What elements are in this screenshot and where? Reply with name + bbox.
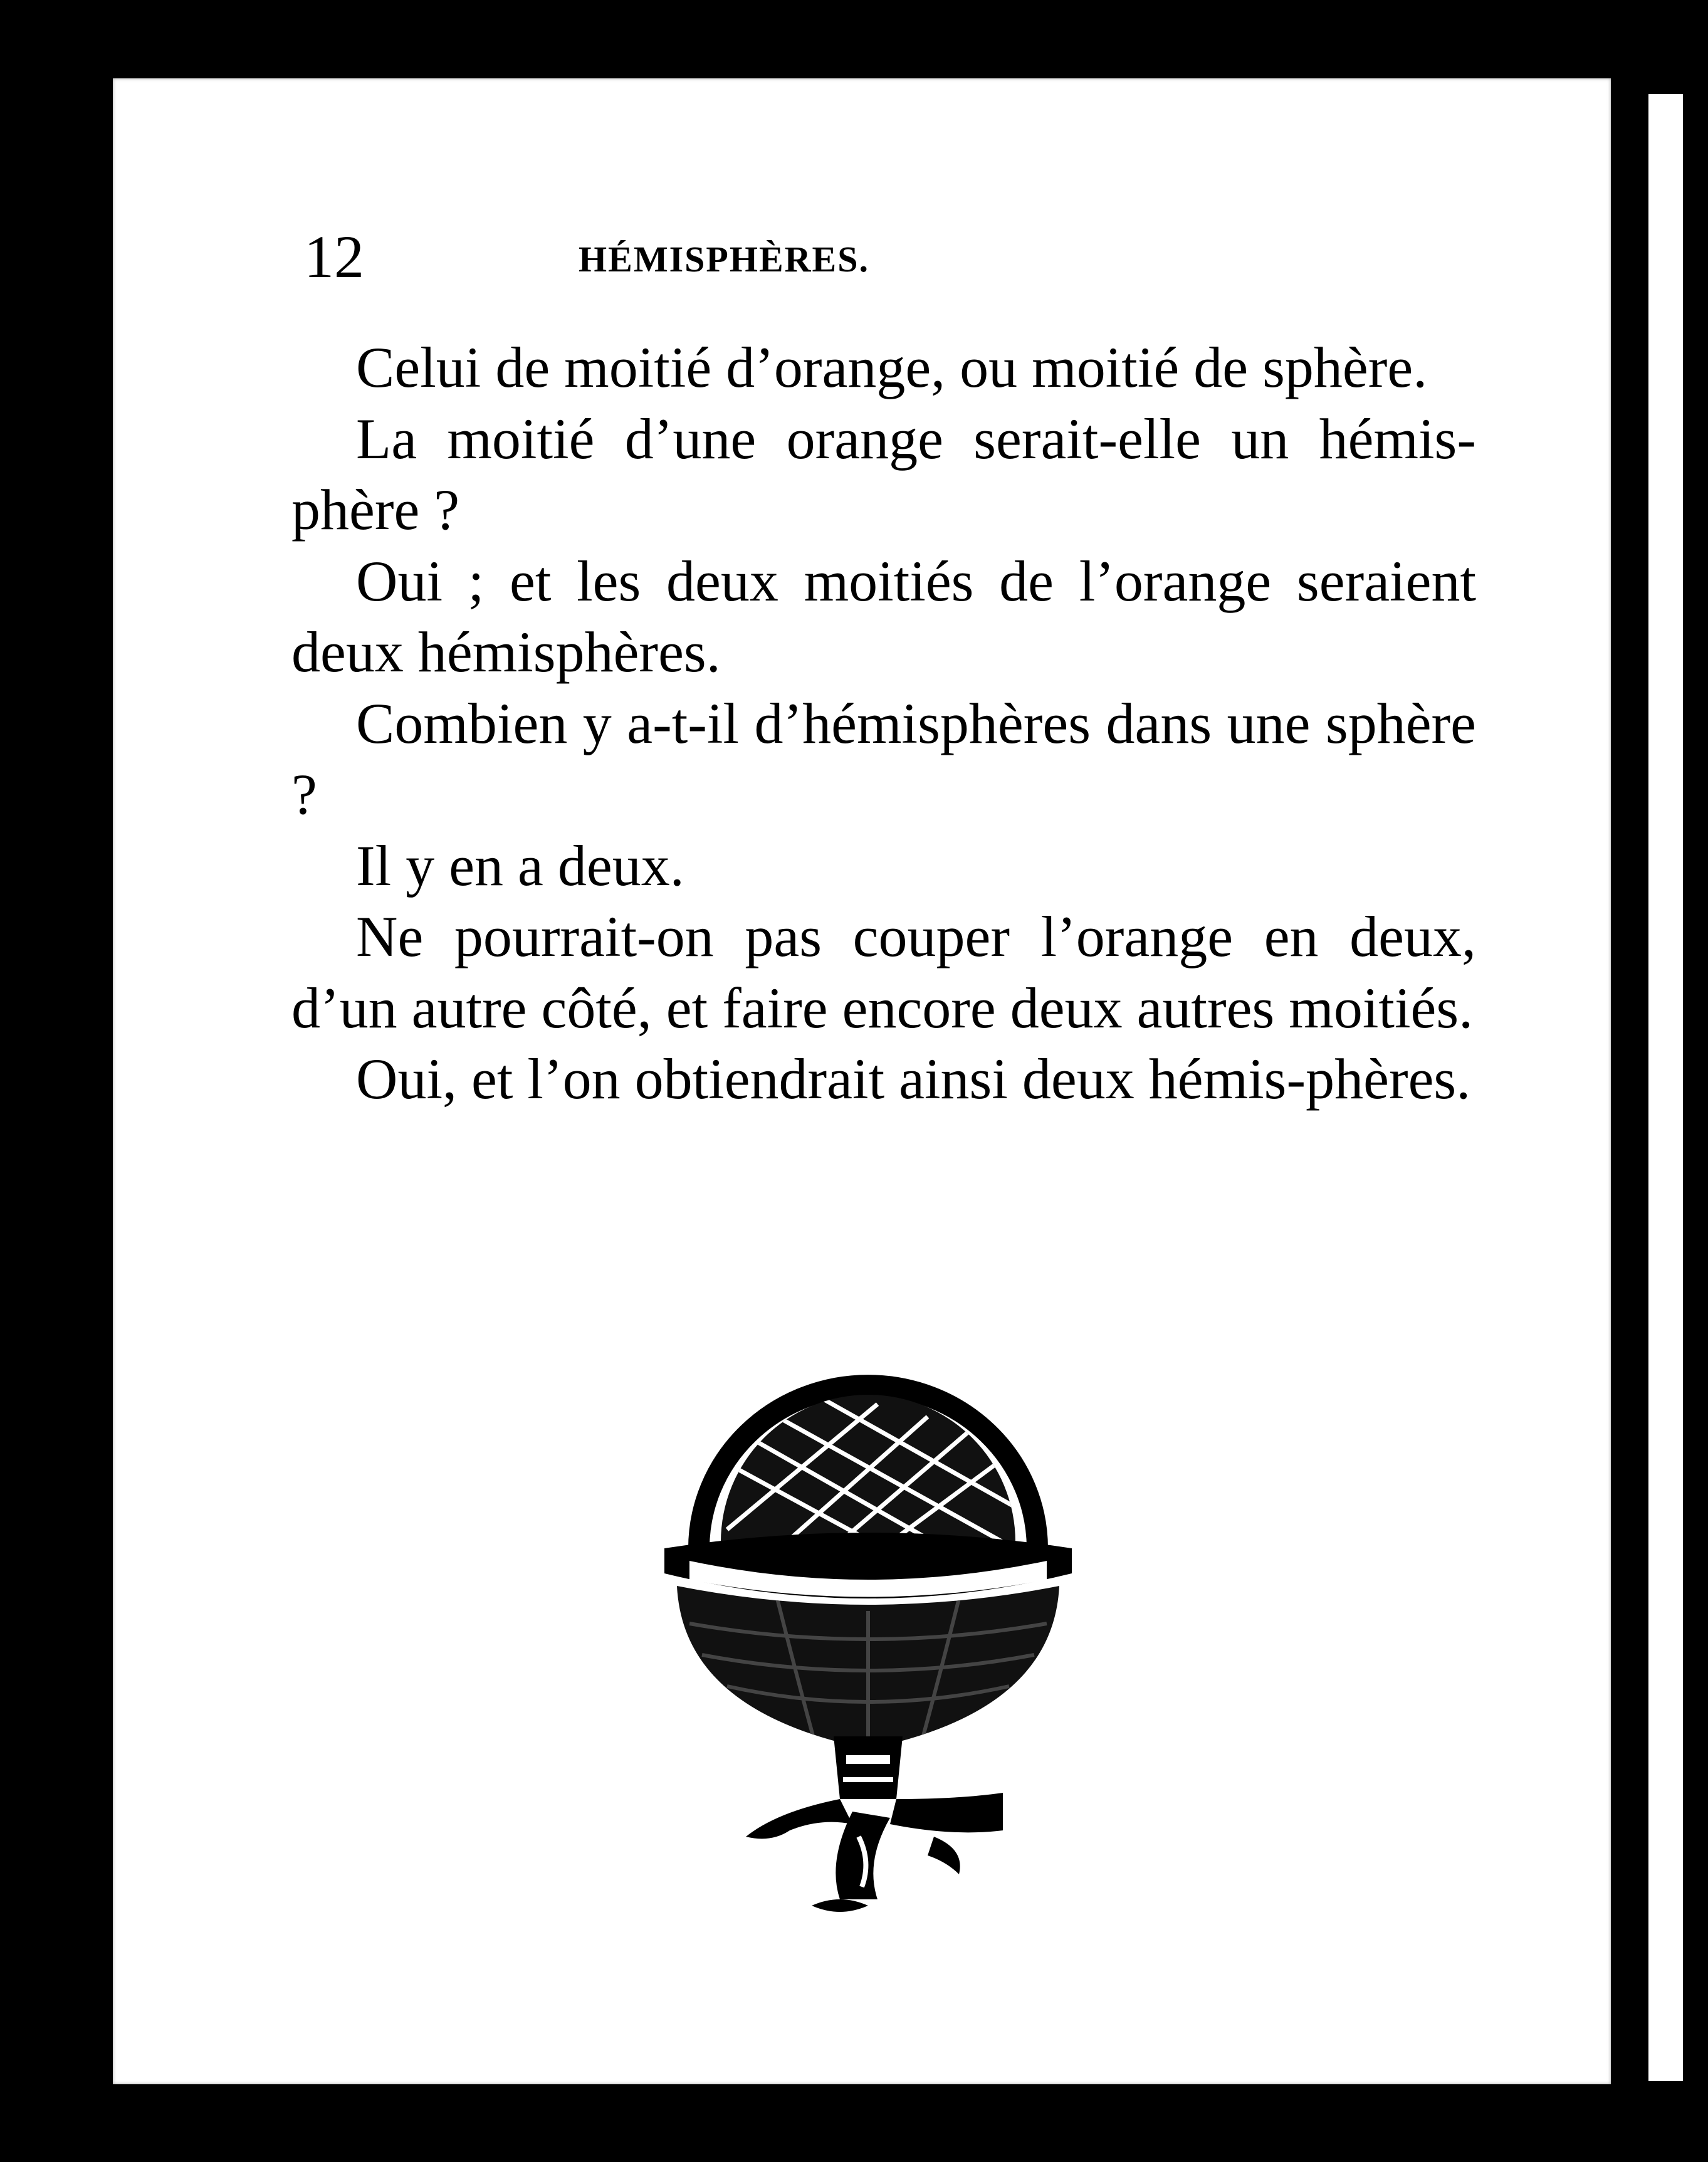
page-number: 12 (304, 223, 364, 290)
paragraph: Il y en a deux. (356, 833, 684, 898)
page-header (304, 219, 1138, 295)
globe-on-stand-icon (652, 1360, 1084, 1943)
body-text (291, 332, 1476, 1115)
paragraph: Celui de moitié d’orange, ou moitié de sphère. (356, 335, 1428, 399)
paragraph: La moitié d’une orange serait-elle un hémis-phère ? (291, 406, 1476, 542)
paragraph: Ne pourrait-on pas couper l’orange en deux, d’un autre côté, et faire encore deux autres moitiés. (291, 905, 1476, 1040)
paragraph: Oui, et l’on obtiendrait ainsi deux hémis-phères. (356, 1047, 1471, 1111)
paragraph: Combien y a-t-il d’hémisphères dans une sphère ? (291, 691, 1476, 826)
book-gutter (1611, 100, 1630, 2075)
running-head: HÉMISPHÈRES. (579, 239, 869, 280)
paragraph: Oui ; et les deux moitiés de l’orange seraient deux hémisphères. (291, 548, 1476, 684)
next-page-edge (1648, 94, 1683, 2081)
